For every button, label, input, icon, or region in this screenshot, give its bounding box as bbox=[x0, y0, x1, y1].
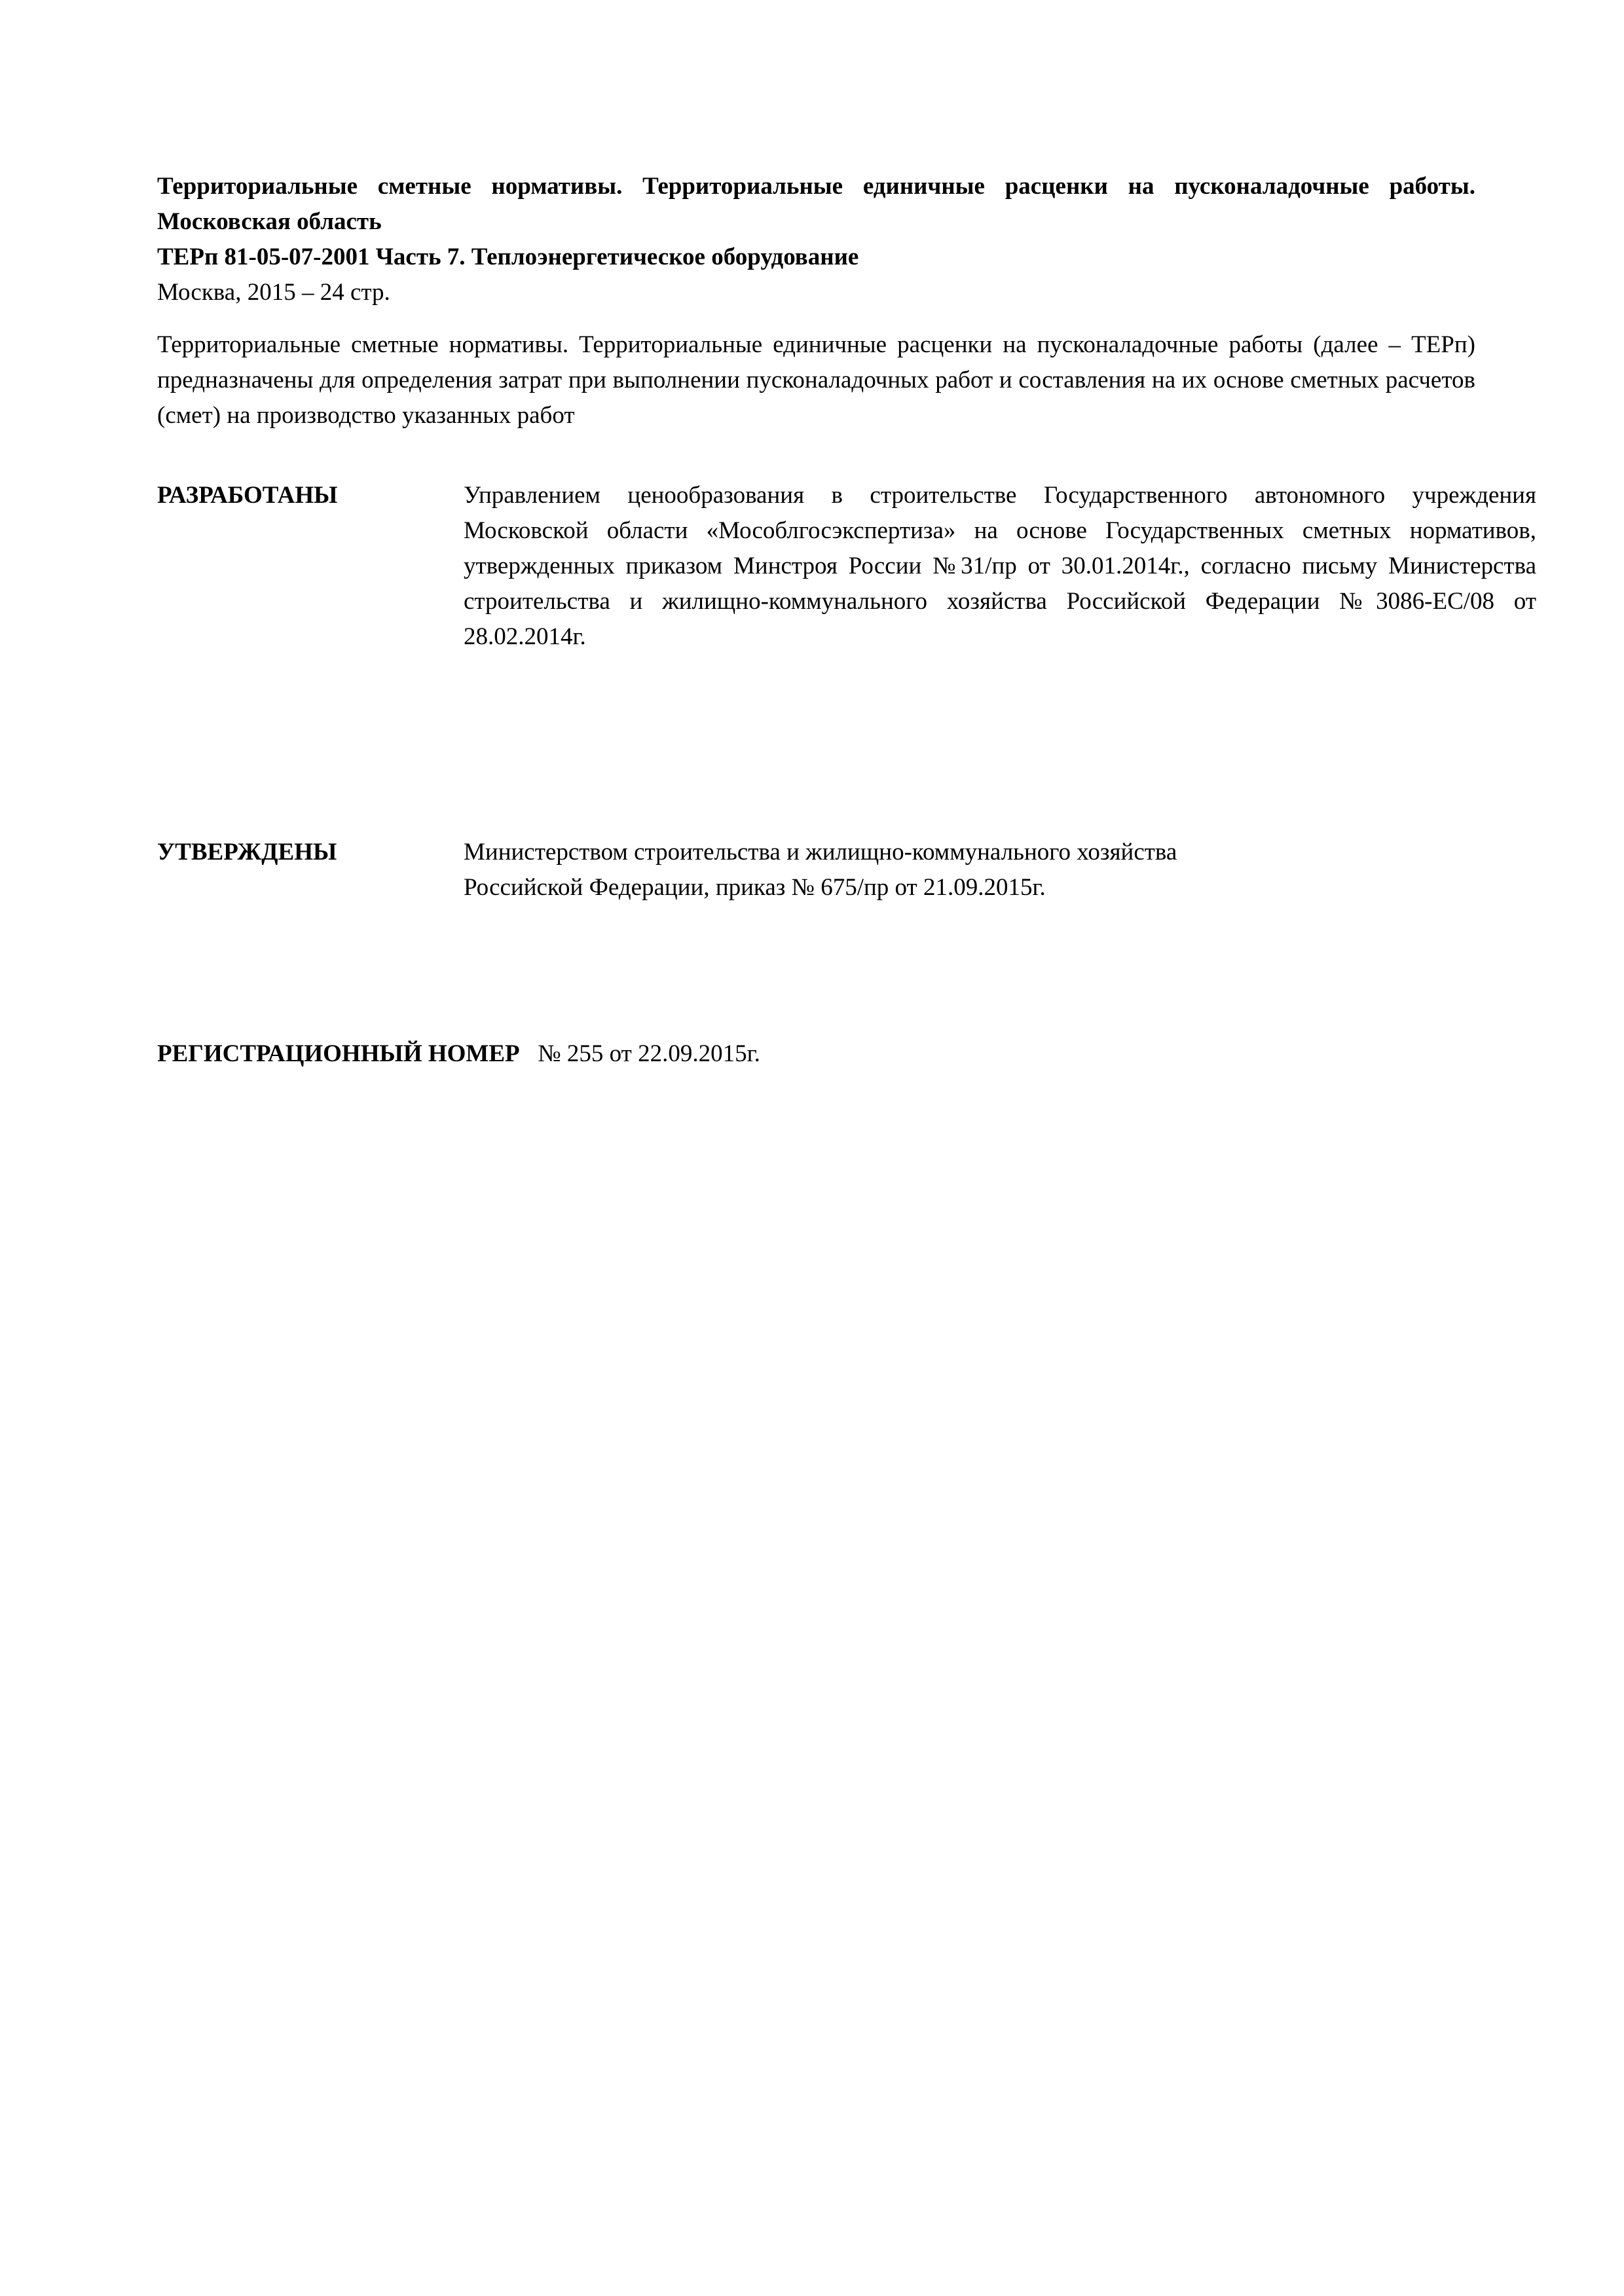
publication-info: Москва, 2015 – 24 стр. bbox=[157, 279, 390, 306]
approved-text-line-2: Российской Федерации, приказ № 675/пр от 21.09.2015г. bbox=[464, 874, 1046, 901]
approved-text-line-1: Министерством строительства и жилищно-коммунального хозяйства bbox=[464, 839, 1177, 866]
developed-text: Управлением ценообразования в строительстве Государственного автономного учреждения Московской области «Мособлгосэкспертиза» на основе Государственных сметных нормативов, утвержденных приказом Минстроя России №31/пр от 30.01.2014г., согласно письму Министерства строительства и жилищно-коммунального хозяйства Российской Федерации №3086-ЕС/08 от 28.02.2014г. bbox=[464, 482, 1536, 650]
approved-label: УТВЕРЖДЕНЫ bbox=[157, 839, 337, 866]
approved-text bbox=[464, 835, 1536, 905]
document-code: ТЕРп 81-05-07-2001 Часть 7. Теплоэнергетическое оборудование bbox=[157, 244, 859, 270]
document-header bbox=[157, 169, 1475, 310]
registration-label: РЕГИСТРАЦИОННЫЙ НОМЕР bbox=[157, 1040, 520, 1067]
registration-section bbox=[157, 1036, 760, 1072]
document-title: Территориальные сметные нормативы. Территориальные единичные расценки на пусконаладочные работы. Московская область bbox=[157, 173, 1475, 235]
developed-label: РАЗРАБОТАНЫ bbox=[157, 482, 338, 509]
document-description: Территориальные сметные нормативы. Территориальные единичные расценки на пусконаладочные работы (далее – ТЕРп) предназначены для определения затрат при выполнении пусконаладочных работ и составления на их основе сметных расчетов (смет) на производство указанных работ bbox=[157, 331, 1475, 429]
registration-number: № 255 от 22.09.2015г. bbox=[538, 1040, 760, 1067]
